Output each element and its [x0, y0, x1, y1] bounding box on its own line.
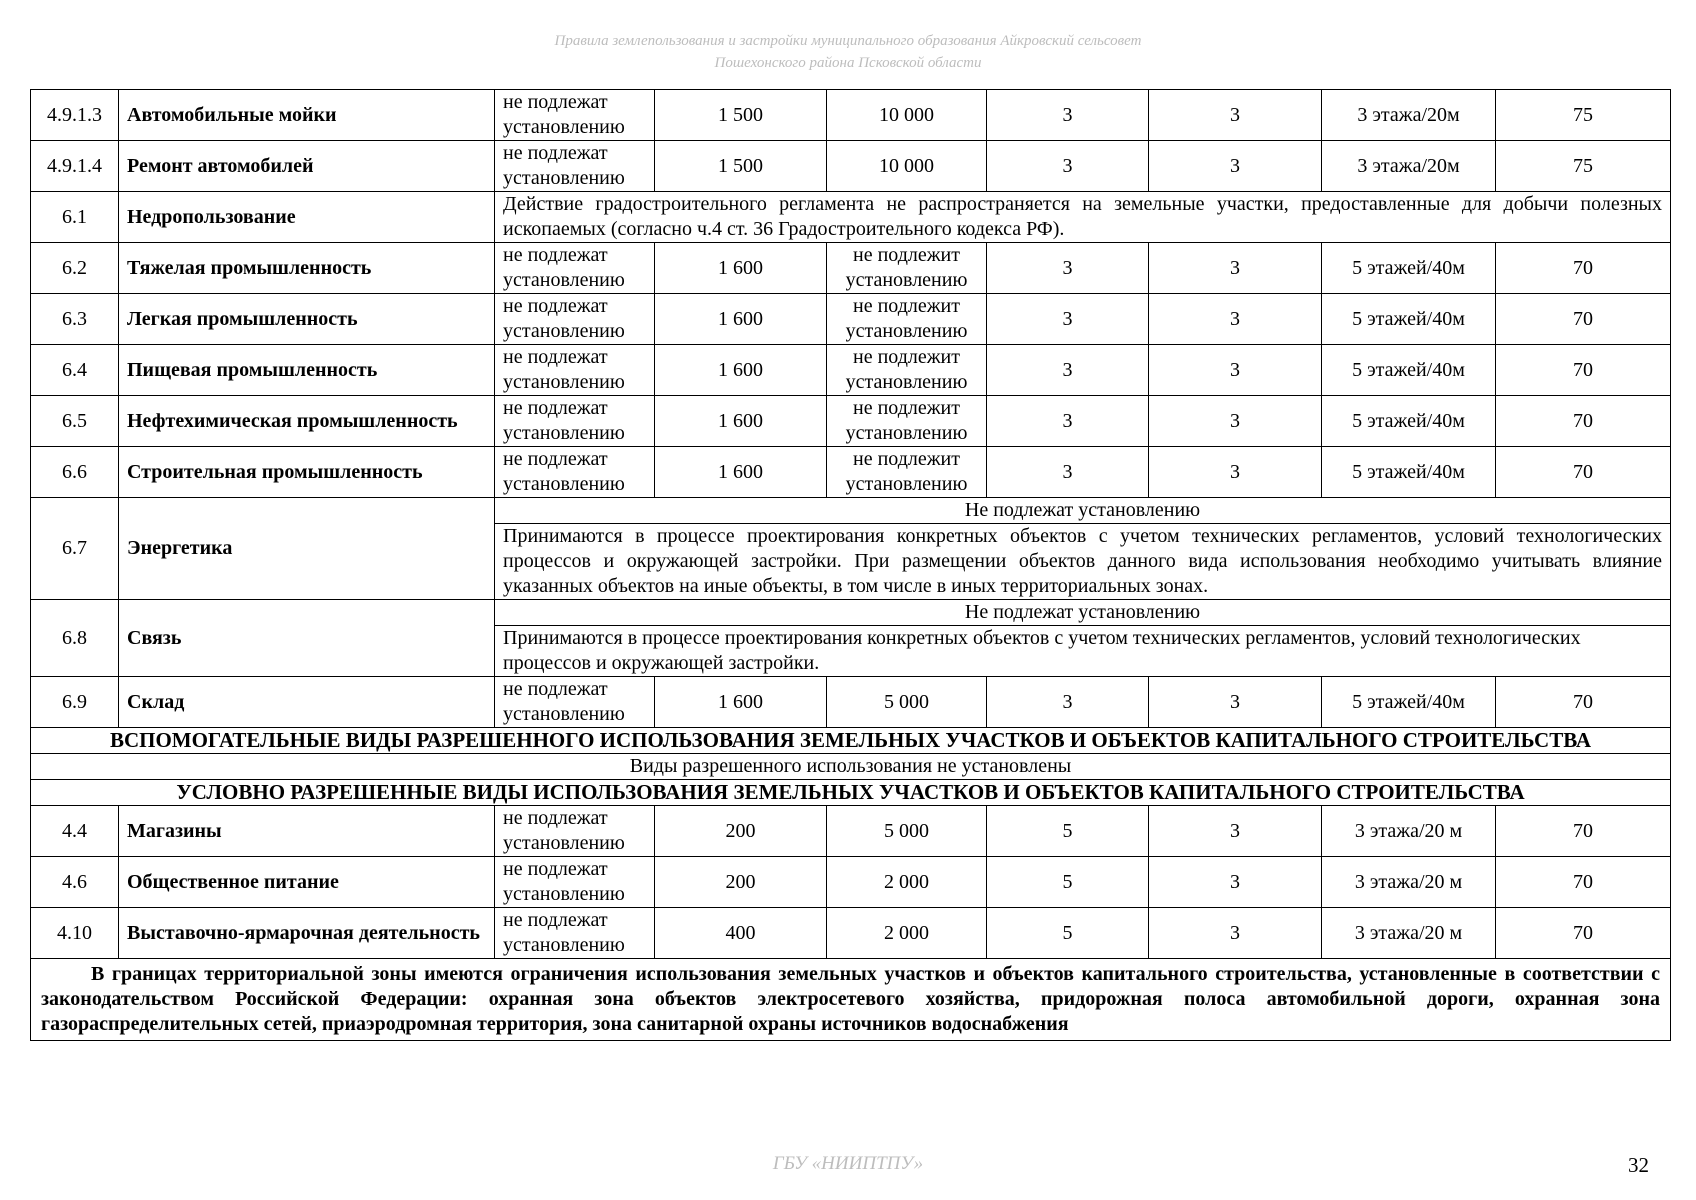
max-floors: 5 этажей/40м	[1322, 243, 1496, 294]
min-indent-2: 3	[1149, 806, 1322, 857]
max-area: не подлежит установлению	[827, 396, 987, 447]
min-indent-2: 3	[1149, 396, 1322, 447]
min-indent: 5	[987, 908, 1149, 959]
max-area: 2 000	[827, 857, 987, 908]
row-code: 4.9.1.3	[31, 90, 119, 141]
section-row	[31, 728, 1671, 754]
min-indent-2: 3	[1149, 677, 1322, 728]
max-floors: 3 этажа/20 м	[1322, 806, 1496, 857]
table-row	[31, 498, 1671, 524]
document-header	[0, 30, 1696, 74]
min-plot-size: не подлежат установлению	[495, 908, 655, 959]
row-name: Склад	[119, 677, 495, 728]
max-area: 5 000	[827, 806, 987, 857]
max-coverage-percent: 70	[1496, 677, 1671, 728]
section-row	[31, 754, 1671, 780]
table-row	[31, 396, 1671, 447]
row-code: 6.8	[31, 600, 119, 677]
max-coverage-percent: 75	[1496, 90, 1671, 141]
table-row	[31, 908, 1671, 959]
row-name: Тяжелая промышленность	[119, 243, 495, 294]
min-area: 400	[655, 908, 827, 959]
table-row	[31, 806, 1671, 857]
row-regulation-status: Не подлежат установлению	[495, 498, 1671, 524]
row-name: Недропользование	[119, 192, 495, 243]
row-code: 6.1	[31, 192, 119, 243]
row-code: 6.7	[31, 498, 119, 600]
table-row	[31, 141, 1671, 192]
min-plot-size: не подлежат установлению	[495, 447, 655, 498]
min-indent: 3	[987, 345, 1149, 396]
min-indent: 3	[987, 677, 1149, 728]
min-indent-2: 3	[1149, 857, 1322, 908]
max-floors: 3 этажа/20м	[1322, 90, 1496, 141]
max-floors: 3 этажа/20м	[1322, 141, 1496, 192]
row-code: 6.9	[31, 677, 119, 728]
section-title-conditional: УСЛОВНО РАЗРЕШЕННЫЕ ВИДЫ ИСПОЛЬЗОВАНИЯ ЗЕМЕЛЬНЫХ УЧАСТКОВ И ОБЪЕКТОВ КАПИТАЛЬНОГО СТРОИТЕЛЬСТВА	[31, 780, 1671, 806]
min-plot-size: не подлежат установлению	[495, 90, 655, 141]
min-indent-2: 3	[1149, 90, 1322, 141]
max-area: 5 000	[827, 677, 987, 728]
min-area: 200	[655, 857, 827, 908]
min-indent: 5	[987, 806, 1149, 857]
min-indent-2: 3	[1149, 141, 1322, 192]
row-regulation-text: Принимаются в процессе проектирования конкретных объектов с учетом технических регламентов, условий технологических процессов и окружающей застройки.	[495, 626, 1671, 677]
min-indent: 3	[987, 447, 1149, 498]
min-area: 1 600	[655, 294, 827, 345]
row-name: Общественное питание	[119, 857, 495, 908]
min-indent-2: 3	[1149, 345, 1322, 396]
max-floors: 5 этажей/40м	[1322, 677, 1496, 728]
row-regulation-status: Не подлежат установлению	[495, 600, 1671, 626]
section-note-auxiliary: Виды разрешенного использования не установлены	[31, 754, 1671, 780]
min-plot-size: не подлежат установлению	[495, 141, 655, 192]
regulations-table	[30, 89, 1671, 1041]
header-line-2: Пошехонского района Псковской области	[714, 55, 982, 71]
row-code: 6.4	[31, 345, 119, 396]
min-area: 1 500	[655, 141, 827, 192]
min-area: 1 600	[655, 396, 827, 447]
max-coverage-percent: 70	[1496, 908, 1671, 959]
max-area: не подлежит установлению	[827, 447, 987, 498]
row-code: 6.3	[31, 294, 119, 345]
max-floors: 5 этажей/40м	[1322, 345, 1496, 396]
max-floors: 5 этажей/40м	[1322, 396, 1496, 447]
max-area: 10 000	[827, 90, 987, 141]
row-code: 6.2	[31, 243, 119, 294]
min-area: 200	[655, 806, 827, 857]
min-indent-2: 3	[1149, 447, 1322, 498]
max-coverage-percent: 70	[1496, 294, 1671, 345]
row-name: Связь	[119, 600, 495, 677]
table-row	[31, 90, 1671, 141]
max-floors: 5 этажей/40м	[1322, 447, 1496, 498]
row-code: 4.4	[31, 806, 119, 857]
min-indent: 5	[987, 857, 1149, 908]
max-coverage-percent: 70	[1496, 857, 1671, 908]
max-floors: 3 этажа/20 м	[1322, 857, 1496, 908]
note-row	[31, 959, 1671, 1041]
row-name: Автомобильные мойки	[119, 90, 495, 141]
min-indent: 3	[987, 396, 1149, 447]
min-plot-size: не подлежат установлению	[495, 345, 655, 396]
max-floors: 5 этажей/40м	[1322, 294, 1496, 345]
max-area: не подлежит установлению	[827, 243, 987, 294]
max-coverage-percent: 70	[1496, 806, 1671, 857]
min-plot-size: не подлежат установлению	[495, 677, 655, 728]
page-number: 32	[1628, 1153, 1649, 1177]
min-plot-size: не подлежат установлению	[495, 294, 655, 345]
row-code: 4.6	[31, 857, 119, 908]
min-plot-size: не подлежат установлению	[495, 806, 655, 857]
footer-organization: ГБУ «НИИПТПУ»	[772, 1153, 924, 1174]
row-name: Магазины	[119, 806, 495, 857]
table-row	[31, 447, 1671, 498]
row-regulation-text: Принимаются в процессе проектирования конкретных объектов с учетом технических регламентов, условий технологических процессов и окружающей застройки. При размещении объектов данного вида использования необходимо учитывать влияние указанных объектов на иные объекты, в том числе в иных территориальных зонах.	[495, 524, 1671, 600]
section-title-auxiliary: ВСПОМОГАТЕЛЬНЫЕ ВИДЫ РАЗРЕШЕННОГО ИСПОЛЬЗОВАНИЯ ЗЕМЕЛЬНЫХ УЧАСТКОВ И ОБЪЕКТОВ КАПИТАЛЬНОГО СТРОИТЕЛЬСТВА	[31, 728, 1671, 754]
min-indent: 3	[987, 294, 1149, 345]
min-indent-2: 3	[1149, 908, 1322, 959]
max-coverage-percent: 70	[1496, 345, 1671, 396]
min-plot-size: не подлежат установлению	[495, 857, 655, 908]
row-name: Энергетика	[119, 498, 495, 600]
min-indent: 3	[987, 141, 1149, 192]
max-area: не подлежит установлению	[827, 345, 987, 396]
row-name: Нефтехимическая промышленность	[119, 396, 495, 447]
max-coverage-percent: 70	[1496, 243, 1671, 294]
table-row	[31, 600, 1671, 626]
min-indent: 3	[987, 243, 1149, 294]
row-name: Легкая промышленность	[119, 294, 495, 345]
min-plot-size: не подлежат установлению	[495, 396, 655, 447]
min-indent-2: 3	[1149, 294, 1322, 345]
max-floors: 3 этажа/20 м	[1322, 908, 1496, 959]
max-area: 2 000	[827, 908, 987, 959]
row-code: 4.10	[31, 908, 119, 959]
max-coverage-percent: 75	[1496, 141, 1671, 192]
min-area: 1 600	[655, 447, 827, 498]
min-indent: 3	[987, 90, 1149, 141]
max-coverage-percent: 70	[1496, 396, 1671, 447]
min-area: 1 600	[655, 677, 827, 728]
section-row	[31, 780, 1671, 806]
row-name: Выставочно-ярмарочная деятельность	[119, 908, 495, 959]
min-indent-2: 3	[1149, 243, 1322, 294]
row-code: 6.6	[31, 447, 119, 498]
max-area: не подлежит установлению	[827, 294, 987, 345]
row-code: 4.9.1.4	[31, 141, 119, 192]
row-name: Пищевая промышленность	[119, 345, 495, 396]
table-row	[31, 243, 1671, 294]
min-area: 1 600	[655, 345, 827, 396]
table-row	[31, 294, 1671, 345]
table-row	[31, 677, 1671, 728]
table-row	[31, 345, 1671, 396]
zone-restrictions-note	[31, 959, 1671, 1041]
row-name: Строительная промышленность	[119, 447, 495, 498]
table-row	[31, 857, 1671, 908]
min-area: 1 600	[655, 243, 827, 294]
min-plot-size: не подлежат установлению	[495, 243, 655, 294]
max-area: 10 000	[827, 141, 987, 192]
row-code: 6.5	[31, 396, 119, 447]
note-text: В границах территориальной зоны имеются ограничения использования земельных участков и объектов капитального строительства, установленные в соответствии с законодательством Российской Федерации: охранная зона объектов электросетевого хозяйства, придорожная полоса автомобильной дороги, охранная зона газораспределительных сетей, приаэродромная территория, зона санитарной охраны источников водоснабжения	[41, 963, 1660, 1035]
header-line-1: Правила землепользования и застройки муниципального образования Айкровский сельсовет	[554, 33, 1142, 49]
row-regulation-text: Действие градостроительного регламента не распространяется на земельные участки, предоставленные для добычи полезных ископаемых (согласно ч.4 ст. 36 Градостроительного кодекса РФ).	[495, 192, 1671, 243]
table-row	[31, 192, 1671, 243]
min-area: 1 500	[655, 90, 827, 141]
row-name: Ремонт автомобилей	[119, 141, 495, 192]
max-coverage-percent: 70	[1496, 447, 1671, 498]
